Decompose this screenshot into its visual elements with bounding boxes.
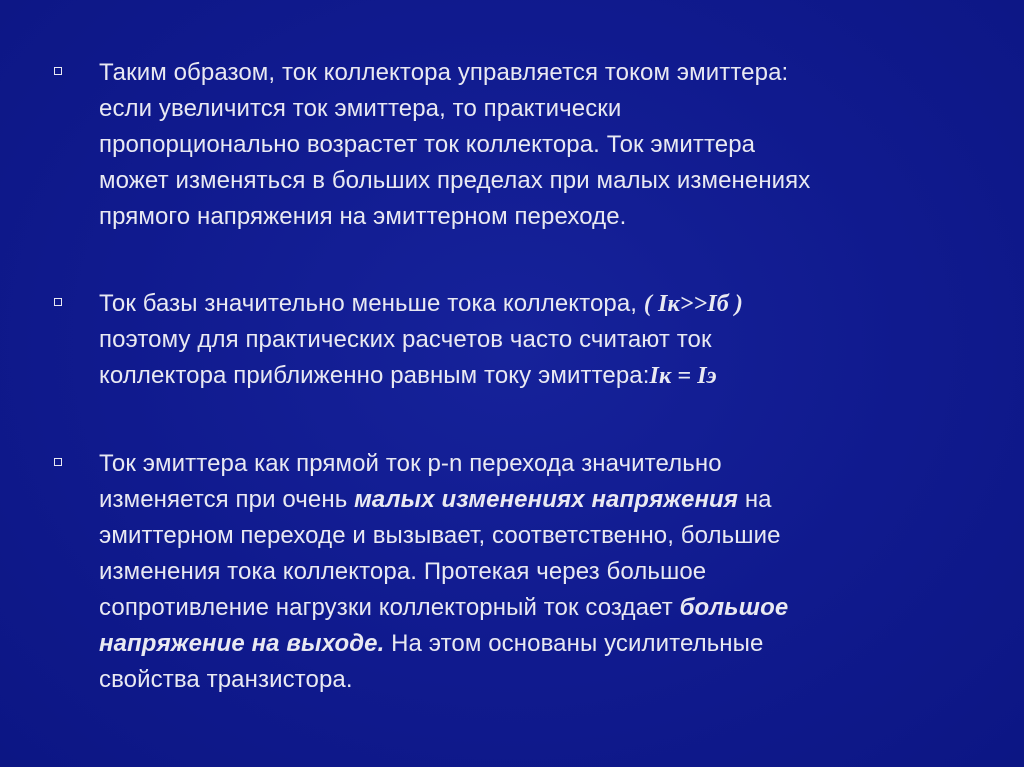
emphasized-text: малых изменениях напряжения: [354, 486, 739, 513]
emphasized-text: большое: [679, 594, 789, 621]
text-line: поэтому для практических расчетов часто считают ток: [99, 326, 712, 353]
text-line: эмиттерном переходе и вызывает, соответственно, большие: [99, 522, 781, 549]
text-line: [99, 358, 954, 394]
bullet-point-2: [54, 286, 954, 394]
formula-ik-equals-ie: Iк = Iэ: [649, 363, 717, 389]
formula-ik-much-greater-ib: ( Iк>>Iб ): [643, 291, 743, 317]
text-run: изменяется при очень: [99, 486, 355, 513]
bullet-point-3: [54, 446, 954, 698]
emphasized-text: напряжение на выходе.: [99, 630, 385, 657]
text-run: Ток базы значительно меньше тока коллектора,: [99, 290, 644, 317]
text-line: свойства транзистора.: [99, 666, 353, 693]
square-bullet-icon: [54, 458, 62, 466]
square-bullet-icon: [54, 298, 62, 306]
text-run: сопротивление нагрузки коллекторный ток создает: [99, 594, 680, 621]
text-line: Таким образом, ток коллектора управляется током эмиттера:: [99, 59, 789, 86]
square-bullet-icon: [54, 67, 62, 75]
text-line: [99, 286, 954, 322]
text-line: Ток эмиттера как прямой ток p-n перехода значительно: [99, 450, 722, 477]
text-line: [99, 590, 954, 626]
bullet-point-1: [54, 55, 954, 235]
bullet-text-3: [99, 446, 954, 698]
bullet-text-1: [99, 55, 954, 235]
text-run: коллектора приближенно равным току эмиттера:: [99, 362, 650, 389]
text-line: [99, 482, 954, 518]
text-line: [99, 626, 954, 662]
bullet-text-2: [99, 286, 954, 394]
text-line: изменения тока коллектора. Протекая через большое: [99, 558, 707, 585]
text-line: пропорционально возрастет ток коллектора. Ток эмиттера: [99, 131, 756, 158]
text-run: На этом основаны усилительные: [384, 630, 764, 657]
text-run: на: [738, 486, 772, 513]
text-line: может изменяться в больших пределах при малых изменениях: [99, 167, 811, 194]
text-line: если увеличится ток эмиттера, то практически: [99, 95, 622, 122]
text-line: прямого напряжения на эмиттерном переходе.: [99, 203, 627, 230]
